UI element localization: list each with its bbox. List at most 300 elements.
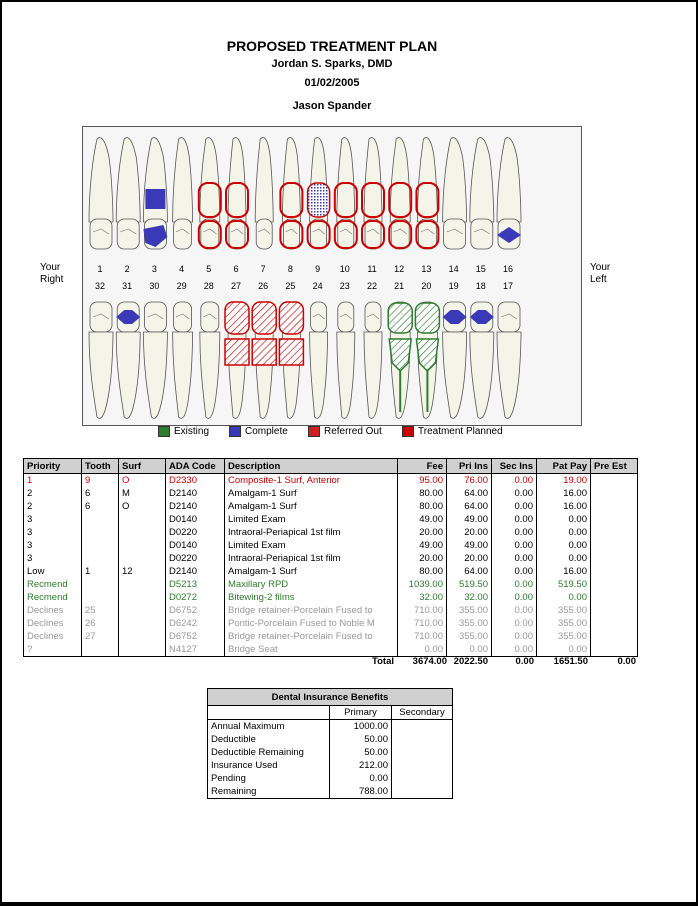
tooth-outline <box>470 138 494 222</box>
your-right-text: Your Right <box>40 262 64 285</box>
plan-cell-pat: 355.00 <box>537 604 591 617</box>
tooth-outline <box>228 138 246 222</box>
plan-header-row <box>24 459 638 474</box>
insurance-row <box>208 733 453 746</box>
plan-cell-pri: 355.00 <box>447 604 492 617</box>
plan-cell-desc: Bitewing-2 films <box>225 591 398 604</box>
tooth-number: 30 <box>149 281 160 291</box>
plan-cell-surf: 12 <box>119 565 166 578</box>
tooth-number: 14 <box>448 264 459 274</box>
your-left-label <box>590 262 610 286</box>
plan-cell-pre <box>591 617 638 630</box>
insurance-cell-primary: 788.00 <box>330 785 392 799</box>
plan-cell-tooth <box>82 539 119 552</box>
plan-cell-priority: Declines <box>24 617 82 630</box>
tooth-number: 2 <box>124 264 130 274</box>
lower-tooth-30[interactable] <box>143 302 167 418</box>
plan-cell-desc: Pontic-Porcelain Fused to Noble M <box>225 617 398 630</box>
upper-tooth-2[interactable] <box>116 138 140 249</box>
plan-row[interactable] <box>24 539 638 552</box>
plan-cell-code: N4127 <box>166 643 225 657</box>
tooth-9-mark <box>308 183 330 217</box>
doctor-name: Jordan S. Sparks, DMD <box>271 58 393 70</box>
plan-cell-surf <box>119 617 166 630</box>
plan-cell-priority: 3 <box>24 539 82 552</box>
upper-tooth-10[interactable] <box>337 138 355 249</box>
tooth-outline <box>255 138 273 222</box>
plan-cell-surf: O <box>119 474 166 488</box>
plan-cell-priority: ? <box>24 643 82 657</box>
col-pre-est: Pre Est <box>591 459 638 474</box>
tooth-outline <box>200 332 220 418</box>
plan-cell-tooth: 26 <box>82 617 119 630</box>
plan-cell-sec: 0.00 <box>492 617 537 630</box>
insurance-cell-label: Deductible <box>208 733 330 746</box>
legend-label: Treatment Planned <box>418 426 503 437</box>
plan-row[interactable] <box>24 552 638 565</box>
plan-row[interactable] <box>24 643 638 657</box>
tooth-number: 27 <box>230 281 241 291</box>
insurance-cell-secondary <box>392 772 453 785</box>
plan-cell-surf <box>119 643 166 657</box>
upper-tooth-11[interactable] <box>364 138 382 249</box>
plan-cell-pri: 20.00 <box>447 552 492 565</box>
insurance-col-secondary: Secondary <box>392 706 453 720</box>
tooth-number: 1 <box>97 264 103 274</box>
tooth-outline <box>337 138 355 222</box>
plan-row[interactable] <box>24 565 638 578</box>
plan-cell-pri: 32.00 <box>447 591 492 604</box>
insurance-benefits-table <box>207 688 453 799</box>
plan-cell-sec: 0.00 <box>492 591 537 604</box>
col-ada-code: ADA Code <box>166 459 225 474</box>
upper-tooth-1[interactable] <box>89 138 113 249</box>
report-title: PROPOSED TREATMENT PLAN <box>226 38 438 54</box>
legend-label: Existing <box>174 426 210 437</box>
plan-cell-fee: 20.00 <box>398 526 447 539</box>
plan-cell-pre <box>591 552 638 565</box>
your-right-label <box>40 262 63 286</box>
col-pat-pay: Pat Pay <box>537 459 591 474</box>
lower-tooth-24[interactable] <box>310 302 328 418</box>
plan-cell-pat: 16.00 <box>537 565 591 578</box>
tooth-number: 24 <box>312 281 323 291</box>
plan-cell-fee: 95.00 <box>398 474 447 488</box>
total-fee: 3674.00 <box>412 656 447 667</box>
tooth-number: 23 <box>339 281 350 291</box>
upper-tooth-6[interactable] <box>228 138 246 249</box>
total-pat-pay: 1651.50 <box>553 656 588 667</box>
plan-cell-sec: 0.00 <box>492 643 537 657</box>
plan-cell-surf: O <box>119 500 166 513</box>
plan-row[interactable] <box>24 630 638 643</box>
plan-cell-fee: 710.00 <box>398 617 447 630</box>
tooth-outline <box>417 138 437 222</box>
tooth-outline <box>89 138 113 222</box>
plan-cell-code: D5213 <box>166 578 225 591</box>
legend-item <box>402 426 503 437</box>
plan-cell-pat: 0.00 <box>537 526 591 539</box>
plan-cell-pat: 16.00 <box>537 487 591 500</box>
tooth-number: 12 <box>394 264 405 274</box>
legend-item <box>158 426 209 437</box>
plan-cell-desc: Bridge retainer-Porcelain Fused to <box>225 604 398 617</box>
plan-cell-fee: 80.00 <box>398 500 447 513</box>
tooth-number: 21 <box>394 281 405 291</box>
tooth-number: 25 <box>285 281 296 291</box>
plan-row[interactable] <box>24 513 638 526</box>
insurance-row <box>208 772 453 785</box>
legend-swatch <box>402 426 414 437</box>
plan-cell-pre <box>591 578 638 591</box>
plan-cell-pat: 0.00 <box>537 552 591 565</box>
tooth-outline <box>497 138 521 222</box>
insurance-cell-secondary <box>392 759 453 772</box>
declined-bridge-crown <box>279 302 303 334</box>
total-pri-ins: 2022.50 <box>453 656 488 667</box>
plan-cell-tooth: 25 <box>82 604 119 617</box>
tooth-number: 13 <box>421 264 432 274</box>
insurance-cell-secondary <box>392 746 453 759</box>
plan-cell-tooth: 6 <box>82 500 119 513</box>
your-left-text: Your Left <box>590 262 611 285</box>
plan-cell-fee: 710.00 <box>398 604 447 617</box>
lower-tooth-22[interactable] <box>364 302 382 418</box>
plan-cell-pri: 76.00 <box>447 474 492 488</box>
plan-row[interactable] <box>24 578 638 591</box>
plan-cell-surf <box>119 539 166 552</box>
col-priority: Priority <box>24 459 82 474</box>
tooth-number: 10 <box>339 264 350 274</box>
plan-cell-pre <box>591 526 638 539</box>
plan-cell-code: D0220 <box>166 526 225 539</box>
plan-cell-pre <box>591 643 638 657</box>
plan-cell-pre <box>591 630 638 643</box>
plan-cell-pre <box>591 539 638 552</box>
plan-cell-priority: 2 <box>24 500 82 513</box>
plan-cell-surf <box>119 578 166 591</box>
insurance-row <box>208 785 453 799</box>
plan-cell-fee: 80.00 <box>398 487 447 500</box>
tooth-number: 15 <box>475 264 486 274</box>
declined-bridge-crown <box>225 302 249 334</box>
plan-cell-priority: 3 <box>24 526 82 539</box>
plan-cell-pat: 355.00 <box>537 630 591 643</box>
total-label: Total <box>372 656 394 667</box>
plan-cell-desc: Amalgam-1 Surf <box>225 500 398 513</box>
plan-cell-desc: Limited Exam <box>225 513 398 526</box>
existing-crown <box>388 303 412 333</box>
plan-cell-pre <box>591 487 638 500</box>
plan-cell-tooth <box>82 643 119 657</box>
tooth-outline <box>143 332 167 418</box>
plan-cell-surf: M <box>119 487 166 500</box>
legend-label: Complete <box>245 426 288 437</box>
plan-cell-sec: 0.00 <box>492 604 537 617</box>
plan-cell-tooth: 9 <box>82 474 119 488</box>
plan-cell-surf <box>119 630 166 643</box>
plan-cell-pri: 64.00 <box>447 500 492 513</box>
plan-cell-pre <box>591 474 638 488</box>
tooth-outline <box>89 332 113 418</box>
plan-cell-pat: 0.00 <box>537 591 591 604</box>
plan-cell-desc: Composite-1 Surf, Anterior <box>225 474 398 488</box>
upper-tooth-13[interactable] <box>417 138 437 249</box>
plan-row[interactable] <box>24 526 638 539</box>
lower-tooth-17[interactable] <box>497 302 521 418</box>
insurance-cell-primary: 1000.00 <box>330 720 392 734</box>
plan-cell-pri: 355.00 <box>447 630 492 643</box>
plan-cell-fee: 80.00 <box>398 565 447 578</box>
plan-cell-pri: 49.00 <box>447 539 492 552</box>
tooth-outline <box>364 332 382 418</box>
insurance-cell-label: Pending <box>208 772 330 785</box>
plan-cell-pri: 0.00 <box>447 643 492 657</box>
plan-row[interactable] <box>24 617 638 630</box>
tooth-number: 31 <box>122 281 133 291</box>
col-pri-ins: Pri Ins <box>447 459 492 474</box>
plan-cell-code: D0220 <box>166 552 225 565</box>
tooth-number: 19 <box>448 281 459 291</box>
lower-tooth-29[interactable] <box>173 302 193 418</box>
tooth-number: 5 <box>206 264 212 274</box>
legend-item <box>229 426 288 437</box>
plan-cell-code: D0140 <box>166 539 225 552</box>
plan-cell-sec: 0.00 <box>492 630 537 643</box>
tooth-number: 4 <box>179 264 185 274</box>
upper-tooth-15[interactable] <box>470 138 494 249</box>
plan-cell-priority: 1 <box>24 474 82 488</box>
lower-tooth-23[interactable] <box>337 302 355 418</box>
tooth-number: 18 <box>475 281 486 291</box>
plan-cell-pat: 519.50 <box>537 578 591 591</box>
col-tooth: Tooth <box>82 459 119 474</box>
tooth-outline <box>443 332 467 418</box>
insurance-subheader <box>208 706 453 720</box>
insurance-cell-label: Remaining <box>208 785 330 799</box>
plan-cell-fee: 49.00 <box>398 539 447 552</box>
plan-row[interactable] <box>24 500 638 513</box>
insurance-cell-secondary <box>392 785 453 799</box>
tooth-outline <box>310 332 328 418</box>
plan-cell-code: D6242 <box>166 617 225 630</box>
tooth-number: 20 <box>421 281 432 291</box>
plan-cell-pre <box>591 604 638 617</box>
tooth-number: 6 <box>233 264 239 274</box>
lower-tooth-28[interactable] <box>200 302 220 418</box>
tooth-number: 29 <box>176 281 187 291</box>
plan-cell-sec: 0.00 <box>492 500 537 513</box>
upper-tooth-7[interactable] <box>255 138 273 249</box>
tooth-outline <box>173 332 193 418</box>
lower-tooth-32[interactable] <box>89 302 113 418</box>
plan-cell-sec: 0.00 <box>492 474 537 488</box>
plan-cell-priority: Recmend <box>24 591 82 604</box>
insurance-cell-primary: 50.00 <box>330 733 392 746</box>
plan-cell-sec: 0.00 <box>492 526 537 539</box>
plan-cell-desc: Intraoral-Periapical 1st film <box>225 526 398 539</box>
plan-row[interactable] <box>24 604 638 617</box>
plan-cell-pat: 0.00 <box>537 539 591 552</box>
plan-cell-pat: 16.00 <box>537 500 591 513</box>
plan-cell-pri: 20.00 <box>447 526 492 539</box>
plan-cell-tooth <box>82 526 119 539</box>
total-sec-ins: 0.00 <box>515 656 534 667</box>
upper-tooth-5[interactable] <box>200 138 220 249</box>
plan-row[interactable] <box>24 591 638 604</box>
plan-cell-code: D0272 <box>166 591 225 604</box>
plan-cell-surf <box>119 591 166 604</box>
declined-bridge-crown <box>252 302 276 334</box>
plan-cell-priority: 2 <box>24 487 82 500</box>
plan-cell-pri: 49.00 <box>447 513 492 526</box>
plan-cell-fee: 49.00 <box>398 513 447 526</box>
tooth-chart-graphic <box>83 127 581 425</box>
plan-cell-pre <box>591 513 638 526</box>
tooth-outline <box>364 138 382 222</box>
tooth-outline <box>390 138 410 222</box>
plan-row[interactable] <box>24 474 638 488</box>
plan-cell-sec: 0.00 <box>492 487 537 500</box>
plan-cell-code: D2140 <box>166 487 225 500</box>
legend-swatch <box>158 426 170 437</box>
insurance-blank-cell <box>208 706 330 720</box>
plan-cell-pre <box>591 565 638 578</box>
insurance-cell-secondary <box>392 733 453 746</box>
tooth-number: 28 <box>203 281 214 291</box>
plan-cell-desc: Intraoral-Periapical 1st film <box>225 552 398 565</box>
tooth-number: 17 <box>502 281 513 291</box>
plan-cell-code: D6752 <box>166 630 225 643</box>
plan-cell-desc: Amalgam-1 Surf <box>225 565 398 578</box>
plan-cell-pat: 19.00 <box>537 474 591 488</box>
tooth-outline <box>116 332 140 418</box>
plan-cell-fee: 0.00 <box>398 643 447 657</box>
upper-tooth-12[interactable] <box>390 138 410 249</box>
total-pre-est: 0.00 <box>617 656 636 667</box>
plan-cell-pri: 355.00 <box>447 617 492 630</box>
plan-cell-pri: 519.50 <box>447 578 492 591</box>
insurance-cell-label: Insurance Used <box>208 759 330 772</box>
report-date: 01/02/2005 <box>304 77 360 89</box>
plan-cell-code: D2330 <box>166 474 225 488</box>
tooth-number: 3 <box>151 264 157 274</box>
plan-cell-priority: 3 <box>24 513 82 526</box>
plan-cell-desc: Maxillary RPD <box>225 578 398 591</box>
tooth-number: 8 <box>287 264 293 274</box>
plan-cell-pat: 0.00 <box>537 643 591 657</box>
plan-cell-pat: 355.00 <box>537 617 591 630</box>
plan-cell-code: D2140 <box>166 565 225 578</box>
plan-cell-priority: 3 <box>24 552 82 565</box>
plan-cell-sec: 0.00 <box>492 565 537 578</box>
insurance-cell-primary: 0.00 <box>330 772 392 785</box>
insurance-row <box>208 720 453 734</box>
plan-cell-tooth: 27 <box>82 630 119 643</box>
plan-cell-tooth: 6 <box>82 487 119 500</box>
tooth-number: 16 <box>502 264 513 274</box>
plan-cell-desc: Limited Exam <box>225 539 398 552</box>
plan-cell-desc: Amalgam-1 Surf <box>225 487 398 500</box>
col-sec-ins: Sec Ins <box>492 459 537 474</box>
plan-cell-pri: 64.00 <box>447 487 492 500</box>
plan-cell-desc: Bridge retainer-Porcelain Fused to <box>225 630 398 643</box>
legend-label: Referred Out <box>324 426 382 437</box>
plan-cell-priority: Declines <box>24 630 82 643</box>
tooth-number: 26 <box>258 281 269 291</box>
plan-cell-sec: 0.00 <box>492 539 537 552</box>
insurance-cell-label: Deductible Remaining <box>208 746 330 759</box>
insurance-cell-primary: 50.00 <box>330 746 392 759</box>
insurance-col-primary: Primary <box>330 706 392 720</box>
plan-cell-code: D0140 <box>166 513 225 526</box>
legend-swatch <box>229 426 241 437</box>
plan-cell-fee: 1039.00 <box>398 578 447 591</box>
plan-cell-code: D2140 <box>166 500 225 513</box>
tooth-outline <box>443 138 467 222</box>
plan-cell-sec: 0.00 <box>492 552 537 565</box>
plan-cell-tooth <box>82 591 119 604</box>
upper-tooth-4[interactable] <box>173 138 193 249</box>
legend-swatch <box>308 426 320 437</box>
tooth-outline <box>470 332 494 418</box>
insurance-title: Dental Insurance Benefits <box>208 689 453 706</box>
plan-row[interactable] <box>24 487 638 500</box>
plan-cell-desc: Bridge Seat <box>225 643 398 657</box>
plan-cell-priority: Low <box>24 565 82 578</box>
plan-cell-pri: 64.00 <box>447 565 492 578</box>
plan-cell-sec: 0.00 <box>492 578 537 591</box>
plan-cell-tooth <box>82 552 119 565</box>
plan-cell-pre <box>591 500 638 513</box>
plan-cell-surf <box>119 526 166 539</box>
tooth-number: 11 <box>367 264 377 274</box>
complete-filling <box>145 189 165 209</box>
plan-cell-pre <box>591 591 638 604</box>
tooth-outline <box>337 332 355 418</box>
upper-tooth-14[interactable] <box>443 138 467 249</box>
plan-cell-tooth <box>82 513 119 526</box>
plan-cell-fee: 32.00 <box>398 591 447 604</box>
plan-cell-sec: 0.00 <box>492 513 537 526</box>
tooth-chart[interactable] <box>82 126 582 426</box>
plan-cell-tooth <box>82 578 119 591</box>
tooth-outline <box>173 138 193 222</box>
insurance-cell-primary: 212.00 <box>330 759 392 772</box>
tooth-number: 22 <box>366 281 377 291</box>
plan-cell-tooth: 1 <box>82 565 119 578</box>
upper-tooth-8[interactable] <box>282 138 300 249</box>
tooth-number: 9 <box>315 264 321 274</box>
col-surf: Surf <box>119 459 166 474</box>
patient-name: Jason Spander <box>292 100 372 112</box>
treatment-plan-table <box>23 458 638 657</box>
col-description: Description <box>225 459 398 474</box>
plan-cell-fee: 710.00 <box>398 630 447 643</box>
insurance-row <box>208 746 453 759</box>
plan-cell-surf <box>119 552 166 565</box>
tooth-outline <box>143 138 167 222</box>
tooth-outline <box>200 138 220 222</box>
tooth-number: 32 <box>94 281 105 291</box>
tooth-outline <box>116 138 140 222</box>
insurance-cell-label: Annual Maximum <box>208 720 330 734</box>
declined-bridge-body <box>252 339 276 365</box>
existing-crown <box>415 303 439 333</box>
tooth-number: 7 <box>260 264 266 274</box>
declined-bridge-body <box>279 339 303 365</box>
col-fee: Fee <box>398 459 447 474</box>
